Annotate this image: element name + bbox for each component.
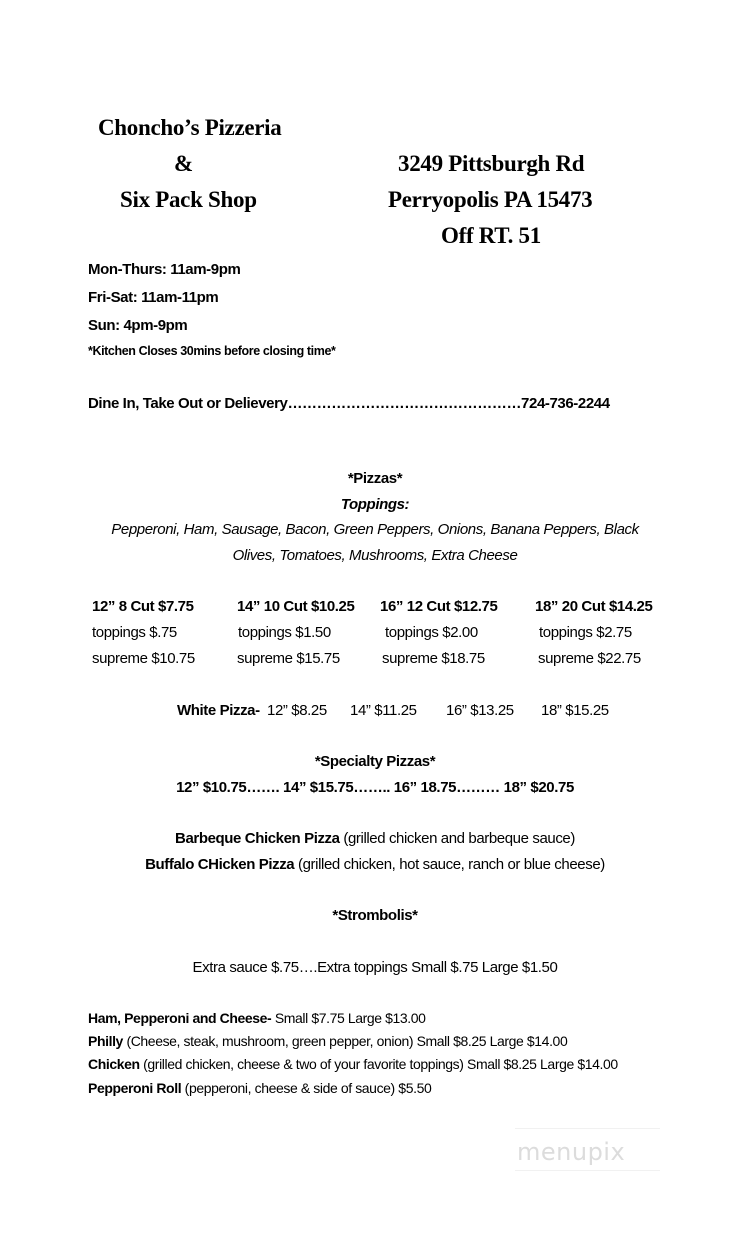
size-supreme-price: supreme $18.75	[382, 650, 485, 667]
size-supreme-price: supreme $15.75	[237, 650, 340, 667]
toppings-list-line1: Pepperoni, Ham, Sausage, Bacon, Green Peppers, Onions, Banana Peppers, Black	[111, 521, 639, 538]
stromboli-item-desc: Small $7.75 Large $13.00	[271, 1010, 426, 1026]
size-supreme-price: supreme $22.75	[538, 650, 641, 667]
stromboli-item-ham-pepperoni	[88, 1010, 426, 1026]
specialty-prices: 12” $10.75……. 14” $15.75…….. 16” 18.75……… 18” $20.75	[176, 779, 574, 796]
white-pizza-price-14: 14” $11.25	[350, 702, 417, 719]
watermark-divider-bottom	[515, 1170, 660, 1171]
stromboli-item-desc: (Cheese, steak, mushroom, green pepper, onion) Small $8.25 Large $14.00	[122, 1033, 568, 1049]
strombolis-extras: Extra sauce $.75….Extra toppings Small $.75 Large $1.50	[192, 959, 558, 976]
size-title: 16” 12 Cut $12.75	[380, 598, 498, 615]
restaurant-name-line2: Six Pack Shop	[120, 187, 257, 212]
hours-fri-sat: Fri-Sat: 11am-11pm	[88, 289, 219, 306]
size-title: 18” 20 Cut $14.25	[535, 598, 653, 615]
size-title: 14” 10 Cut $10.25	[237, 598, 355, 615]
specialty-item-desc: (grilled chicken, hot sauce, ranch or blue cheese)	[294, 856, 605, 873]
stromboli-item-name: Philly	[88, 1033, 123, 1049]
pizzas-heading: *Pizzas*	[347, 470, 403, 487]
size-toppings-price: toppings $2.00	[385, 624, 478, 641]
watermark-divider-top	[515, 1128, 660, 1129]
stromboli-item-chicken	[88, 1056, 618, 1072]
size-supreme-price: supreme $10.75	[92, 650, 195, 667]
specialty-heading: *Specialty Pizzas*	[314, 753, 436, 770]
address-street: 3249 Pittsburgh Rd	[398, 151, 585, 176]
size-toppings-price: toppings $.75	[92, 624, 177, 641]
specialty-item-bbq-chicken	[0, 830, 750, 847]
size-toppings-price: toppings $2.75	[539, 624, 632, 641]
watermark-logo: menupix	[517, 1138, 626, 1166]
toppings-list-line2: Olives, Tomatoes, Mushrooms, Extra Cheese	[232, 547, 518, 564]
specialty-item-buffalo-chicken	[0, 856, 750, 873]
stromboli-item-desc: (pepperoni, cheese & side of sauce) $5.50	[181, 1080, 432, 1096]
service-phone-line: Dine In, Take Out or Delievery…………………………………………724-736-2244	[88, 395, 610, 412]
specialty-item-name: Barbeque Chicken Pizza	[175, 830, 340, 847]
white-pizza-price-12: 12” $8.25	[267, 702, 327, 719]
kitchen-note: *Kitchen Closes 30mins before closing time*	[88, 344, 336, 358]
restaurant-name-line1: Choncho’s Pizzeria	[98, 115, 282, 140]
hours-mon-thurs: Mon-Thurs: 11am-9pm	[88, 261, 241, 278]
size-title: 12” 8 Cut $7.75	[92, 598, 194, 615]
stromboli-item-name: Ham, Pepperoni and Cheese-	[88, 1010, 272, 1026]
stromboli-item-name: Chicken	[88, 1056, 140, 1072]
white-pizza-price-18: 18” $15.25	[541, 702, 609, 719]
stromboli-item-desc: (grilled chicken, cheese & two of your favorite toppings) Small $8.25 Large $14.00	[139, 1056, 618, 1072]
stromboli-item-name: Pepperoni Roll	[88, 1080, 182, 1096]
stromboli-item-pepperoni-roll	[88, 1080, 431, 1096]
hours-sun: Sun: 4pm-9pm	[88, 317, 188, 334]
specialty-item-desc: (grilled chicken and barbeque sauce)	[339, 830, 575, 847]
size-toppings-price: toppings $1.50	[238, 624, 331, 641]
specialty-item-name: Buffalo CHicken Pizza	[145, 856, 295, 873]
white-pizza-price-16: 16” $13.25	[446, 702, 514, 719]
stromboli-item-philly	[88, 1033, 567, 1049]
white-pizza-label: White Pizza-	[177, 702, 260, 719]
restaurant-name-ampersand: &	[174, 151, 193, 176]
toppings-heading: Toppings:	[340, 496, 410, 513]
strombolis-heading: *Strombolis*	[332, 907, 418, 924]
address-city: Perryopolis PA 15473	[388, 187, 593, 212]
address-route: Off RT. 51	[441, 223, 541, 248]
